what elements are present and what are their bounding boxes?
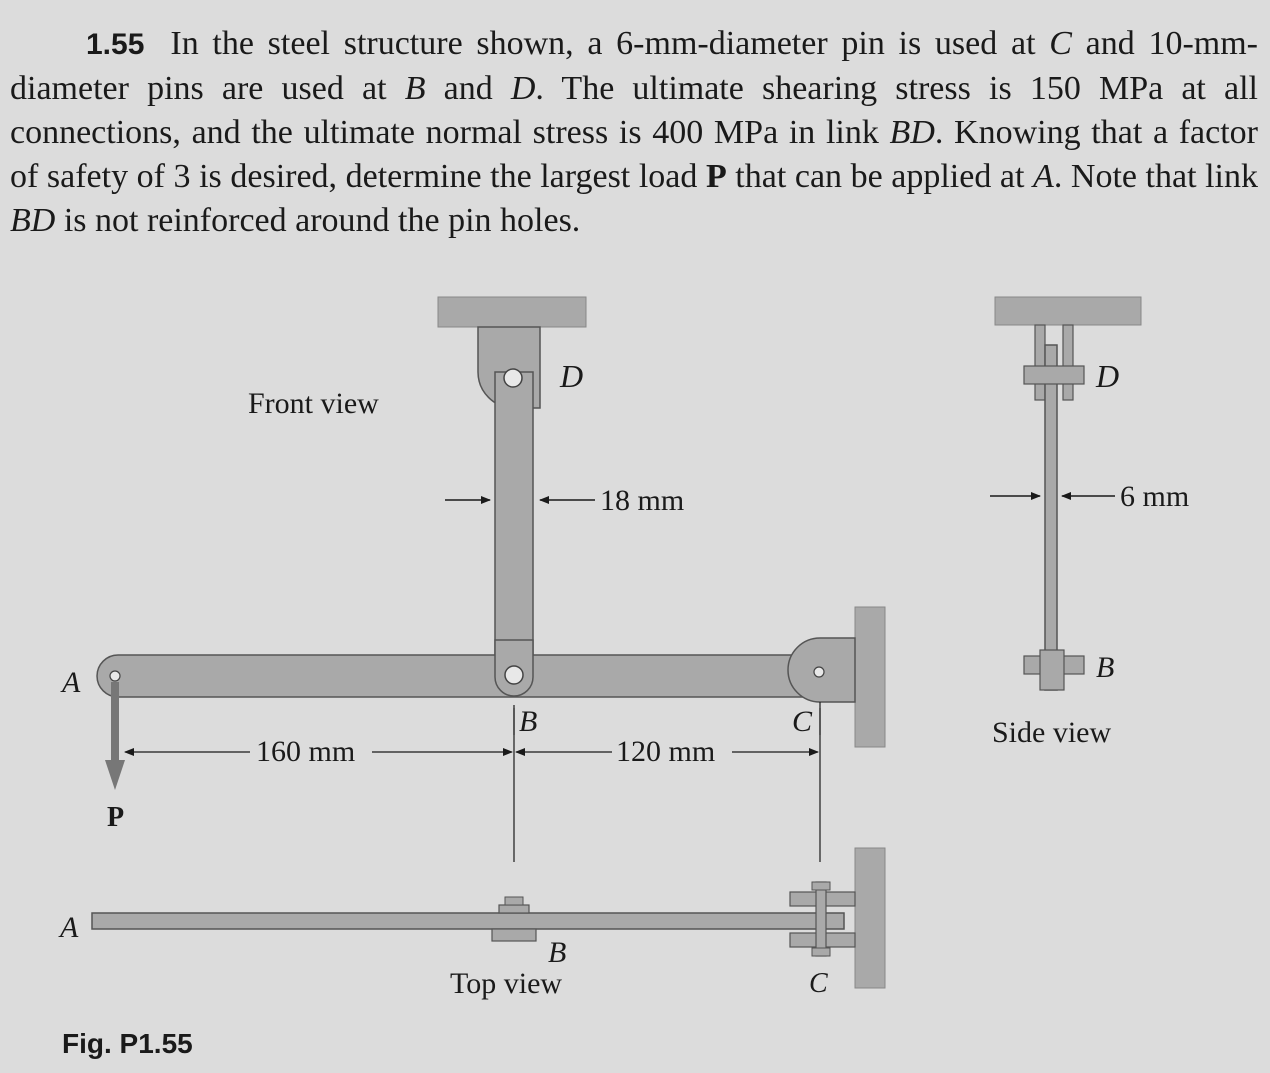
bracket-d-side-right [1063,325,1073,400]
problem-text-1: In the steel structure shown, a 6-mm-diameter pin is used at [170,25,1050,62]
pin-b-top-tail [492,929,536,941]
lever-abc-top [92,913,844,929]
wall-c-front [855,607,885,747]
front-view [60,297,885,862]
problem-link-bd-2: BD [10,202,56,239]
problem-link-bd-1: BD [889,114,935,151]
problem-load-p: P [705,158,727,195]
pin-d-front [504,369,522,387]
problem-pin-b: B [404,70,426,107]
label-c-top: C [809,968,828,999]
problem-text-4: . The ultimate shearing stress is 150 MPa at all connections, and the ultimate normal stress is 400 MPa in link [10,70,1258,151]
problem-pin-c: C [1049,25,1072,62]
problem-text-8: is not reinforced around the pin holes. [55,202,581,239]
problem-text-2: and 10-mm-diameter pins are used at [10,25,1258,107]
pin-c-top-head [812,882,830,890]
pin-a-front [110,671,120,681]
label-b-front: B [519,705,538,738]
problem-text-5: . Knowing that a factor of safety of 3 is desired, determine the largest load [10,114,1259,195]
ceiling-support-front [438,297,586,327]
pin-b-top-head [505,897,523,905]
top-view-label: Top view [450,967,563,1000]
top-view [58,848,885,1000]
ceiling-support-side [995,297,1141,325]
dim-link-width-label: 18 mm [600,484,685,517]
dim-ab-label: 160 mm [256,735,356,768]
label-c-front: C [792,705,813,738]
label-a-top: A [60,911,79,944]
pin-d-side [1024,366,1084,384]
lever-abc-front [97,655,812,697]
problem-text-3: and [425,70,511,107]
pin-c-top-tail [812,948,830,956]
label-a-front: A [62,666,81,699]
label-d-front: D [560,358,584,394]
dim-link-thickness-label: 6 mm [1120,480,1190,513]
side-view [990,297,1189,749]
link-bd-side [1045,345,1057,690]
load-p-arrow-head [105,760,125,790]
link-bd-front [495,372,533,682]
label-p: P [107,802,125,833]
problem-number: 1.55 [86,28,145,61]
problem-text-7: . Note that link [1053,158,1258,195]
problem-pin-d: D [510,70,536,107]
front-view-label: Front view [248,387,379,420]
side-view-label: Side view [992,716,1112,749]
pin-c-front [814,667,824,677]
problem-text-6: that can be applied at [726,158,1034,195]
label-b-top: B [548,936,567,969]
label-d-side: D [1096,358,1120,394]
problem-point-a: A [1033,158,1054,195]
load-p-arrow-shaft [111,682,119,762]
dim-bc-label: 120 mm [616,735,716,768]
figure-label: Fig. P1.55 [62,1028,193,1059]
label-b-side: B [1096,651,1115,684]
pin-b-front [505,666,523,684]
pin-c-top [816,882,826,956]
lever-b-side [1040,650,1064,690]
bracket-d-side-left [1035,325,1045,400]
wall-c-top [855,848,885,988]
link-bd-top [499,905,529,913]
